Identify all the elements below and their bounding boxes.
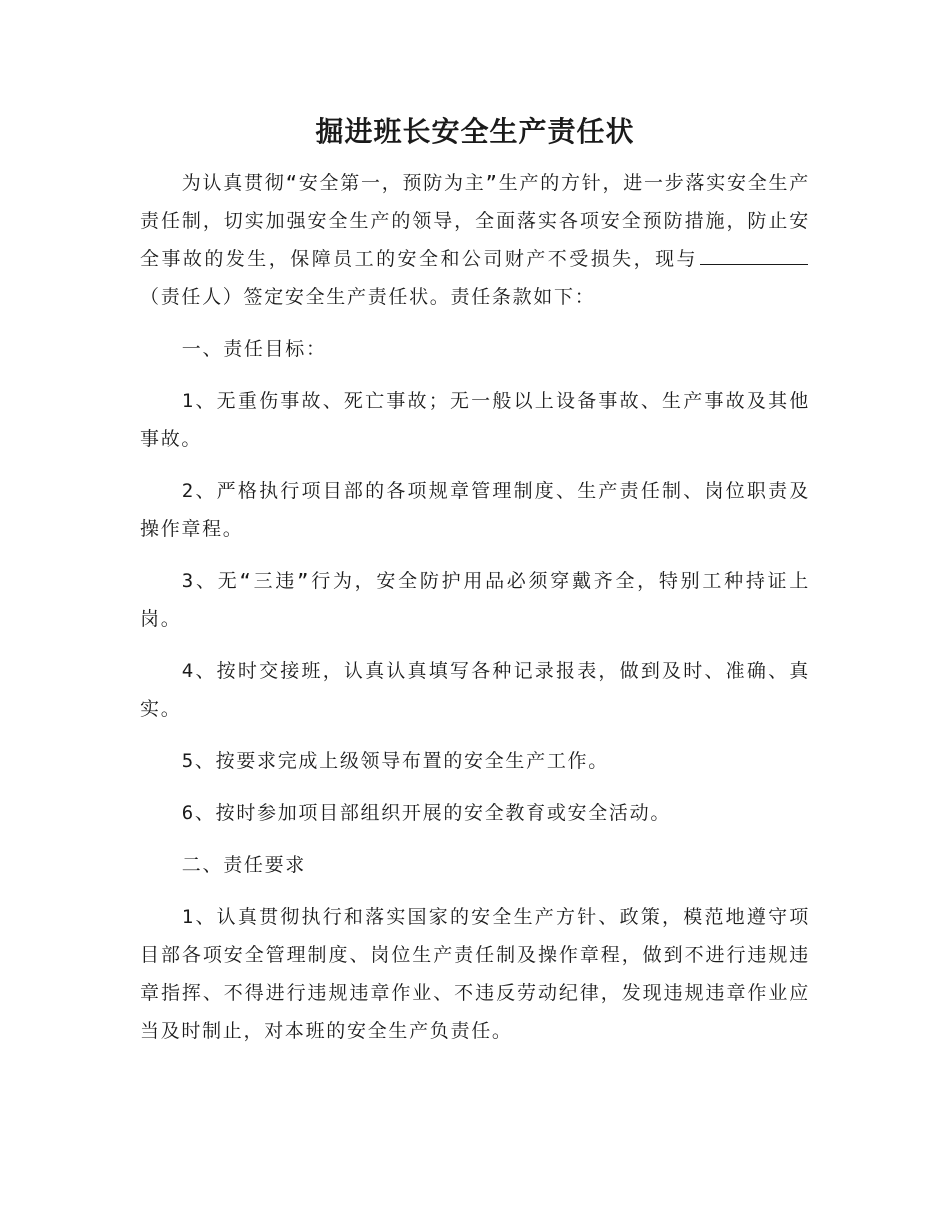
document-title: 掘进班长安全生产责任状 xyxy=(315,115,635,148)
intro-text-before-blank: 为认真贯彻“安全第一，预防为主”生产的方针，进一步落实安全生产责任制，切实加强安全生产的领导，全面落实各项安全预防措施，防止安全事故的发生，保障员工的安全和公司财产不受损失，现与 xyxy=(140,172,810,270)
section1-item: 5、按要求完成上级领导布置的安全生产工作。 xyxy=(181,750,609,772)
section1-item: 2、严格执行项目部的各项规章管理制度、生产责任制、岗位职责及操作章程。 xyxy=(140,480,810,540)
document-body xyxy=(140,164,810,1064)
section1-item: 6、按时参加项目部组织开展的安全教育或安全活动。 xyxy=(181,802,672,824)
intro-paragraph xyxy=(140,164,810,316)
section1-item: 3、无“三违”行为，安全防护用品必须穿戴齐全，特别工种持证上岗。 xyxy=(140,570,810,630)
section1-item: 4、按时交接班，认真认真填写各种记录报表，做到及时、准确、真实。 xyxy=(140,660,810,720)
section2-item: 1、认真贯彻执行和落实国家的安全生产方针、政策，模范地遵守项目部各项安全管理制度、岗位生产责任制及操作章程，做到不进行违规违章指挥、不得进行违规违章作业、不违反劳动纪律，发现违规违章作业应当及时制止，对本班的安全生产负责任。 xyxy=(140,906,810,1042)
intro-text-after-blank: （责任人）签定安全生产责任状。责任条款如下： xyxy=(140,286,596,308)
section1-heading: 一、责任目标： xyxy=(181,338,327,360)
section2-heading: 二、责任要求 xyxy=(181,854,306,876)
section1-item: 1、无重伤事故、死亡事故；无一般以上设备事故、生产事故及其他事故。 xyxy=(140,390,810,450)
responsible-person-blank xyxy=(700,246,808,265)
